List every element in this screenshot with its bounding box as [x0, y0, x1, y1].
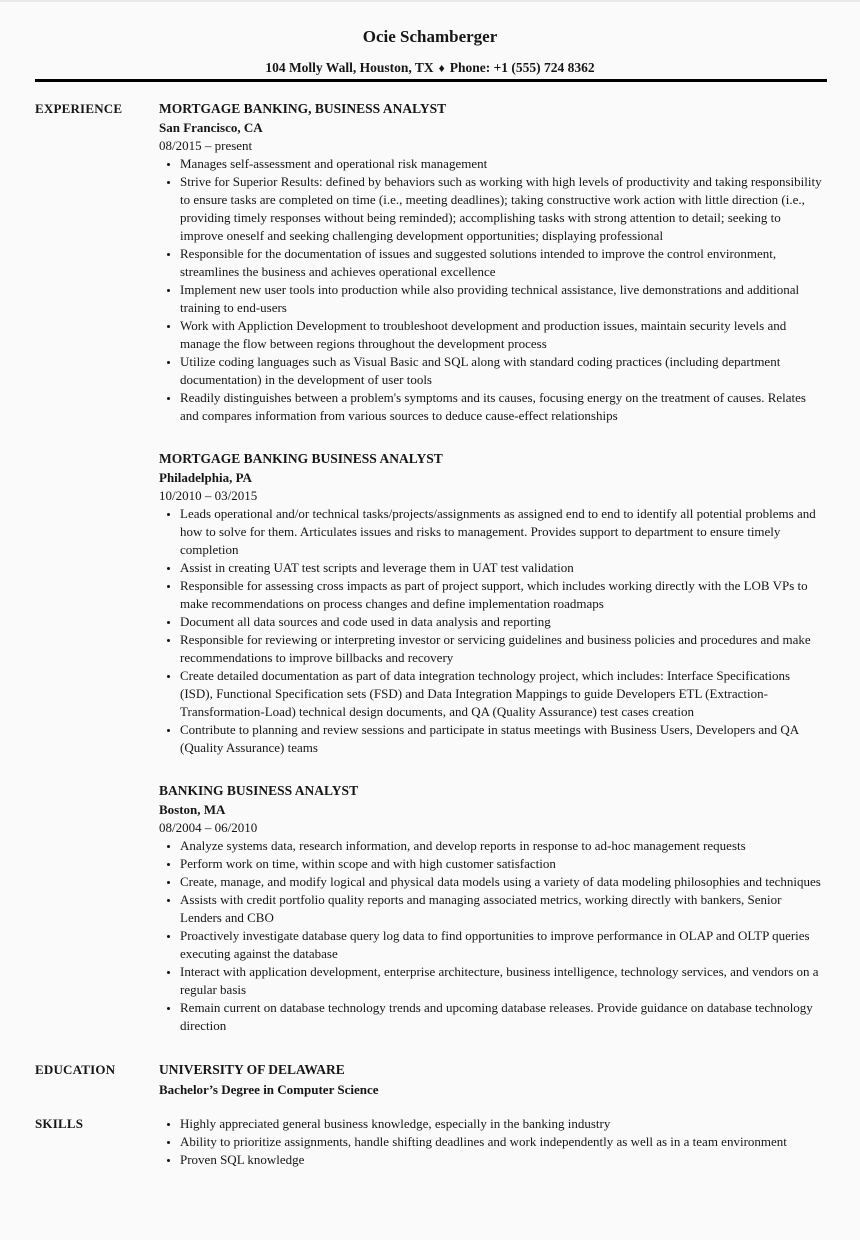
skills-section [0, 1115, 860, 1169]
job-dates: 08/2004 – 06/2010 [159, 820, 258, 835]
bullet-item: • Proven SQL knowledge [180, 1151, 823, 1169]
bullet-item: • Contribute to planning and review sessions and participate in status meetings with Business Users, Developers and QA (Quality Assurance) teams [180, 721, 823, 757]
header-divider [35, 79, 827, 82]
skills-label: SKILLS [35, 1116, 84, 1131]
skills-content [159, 1115, 823, 1169]
education-label: EDUCATION [35, 1062, 116, 1077]
job-location: Philadelphia, PA [159, 470, 252, 485]
bullet-item: • Analyze systems data, research information, and develop reports in response to ad-hoc management requests [180, 837, 823, 855]
bullet-item: • Perform work on time, within scope and with high customer satisfaction [180, 855, 823, 873]
bullet-item: • Leads operational and/or technical tasks/projects/assignments as assigned end to end to identify all potential problems and how to solve for them. Articulates issues and risks to management. Provides support to department to ensure timely completion [180, 505, 823, 559]
bullet-item: • Ability to prioritize assignments, handle shifting deadlines and work independently as well as in a team environment [180, 1133, 823, 1151]
bullet-item: • Document all data sources and code used in data analysis and reporting [180, 613, 823, 631]
education-section [0, 1061, 860, 1099]
bullet-item: • Responsible for the documentation of issues and suggested solutions intended to improve the control environment, streamlines the business and achieves operational excellence [180, 245, 823, 281]
bullet-item: • Work with Appliction Development to troubleshoot development and production issues, maintain security levels and manage the flow between regions throughout the development process [180, 317, 823, 353]
job-title: MORTGAGE BANKING, BUSINESS ANALYST [159, 101, 447, 116]
bullet-item: • Assists with credit portfolio quality reports and managing associated metrics, working directly with bankers, Senior Lenders and CBO [180, 891, 823, 927]
degree-name: Bachelor’s Degree in Computer Science [159, 1082, 379, 1097]
job-location: Boston, MA [159, 802, 226, 817]
job-entry [159, 450, 823, 757]
experience-label: EXPERIENCE [35, 101, 123, 116]
job-entry [159, 782, 823, 1035]
experience-jobs [159, 100, 823, 1035]
bullet-item: • Assist in creating UAT test scripts and leverage them in UAT test validation [180, 559, 823, 577]
job-dates: 10/2010 – 03/2015 [159, 488, 258, 503]
school-name: UNIVERSITY OF DELAWARE [159, 1062, 345, 1077]
job-bullets [159, 155, 823, 425]
experience-section [0, 100, 860, 1035]
bullet-item: • Responsible for assessing cross impacts as part of project support, which includes working directly with the LOB VPs to make recommendations on process changes and define implementation roadmaps [180, 577, 823, 613]
bullet-item: • Proactively investigate database query log data to find opportunities to improve performance in OLAP and OLTP queries executing against the database [180, 927, 823, 963]
contact-line [0, 60, 860, 76]
contact-address: 104 Molly Wall, Houston, TX [265, 60, 434, 75]
bullet-item: • Create, manage, and modify logical and physical data models using a variety of data modeling philosophies and techniques [180, 873, 823, 891]
contact-phone: Phone: +1 (555) 724 8362 [449, 60, 595, 75]
job-entry [159, 100, 823, 425]
job-dates: 08/2015 – present [159, 138, 253, 153]
education-content [159, 1061, 823, 1099]
job-title: MORTGAGE BANKING BUSINESS ANALYST [159, 451, 443, 466]
bullet-item: • Utilize coding languages such as Visual Basic and SQL along with standard coding practices (including department documentation) in the development of user tools [180, 353, 823, 389]
bullet-item: • Strive for Superior Results: defined by behaviors such as working with high levels of productivity and taking responsibility to ensure tasks are completed on time (i.e., meeting deadlines); taking constructive work action with little direction (i.e., providing timely responses without being reminded); accomplishing tasks with strong attention to detail; seeking to improve oneself and seeking challenging development opportunities; displaying professional [180, 173, 823, 245]
job-bullets [159, 837, 823, 1035]
bullet-item: • Readily distinguishes between a problem's symptoms and its causes, focusing energy on the treatment of causes. Relates and compares information from various sources to deduce cause-effect relationships [180, 389, 823, 425]
bullet-item: • Remain current on database technology trends and upcoming database releases. Provide guidance on database technology direction [180, 999, 823, 1035]
bullet-item: • Responsible for reviewing or interpreting investor or servicing guidelines and business policies and procedures and make recommendations to improve billbacks and recovery [180, 631, 823, 667]
job-title: BANKING BUSINESS ANALYST [159, 783, 359, 798]
job-bullets [159, 505, 823, 757]
bullet-item: • Implement new user tools into production while also providing technical assistance, live demonstrations and additional training to end-users [180, 281, 823, 317]
bullet-item: • Interact with application development, enterprise architecture, business intelligence, technology services, and vendors on a regular basis [180, 963, 823, 999]
candidate-name: Ocie Schamberger [362, 27, 498, 46]
skills-list [159, 1115, 823, 1169]
job-location: San Francisco, CA [159, 120, 263, 135]
resume-page [0, 26, 860, 1169]
bullet-item: • Highly appreciated general business knowledge, especially in the banking industry [180, 1115, 823, 1133]
bullet-item: • Manages self-assessment and operational risk management [180, 155, 823, 173]
diamond-separator-icon: ♦ [438, 61, 445, 75]
bullet-item: • Create detailed documentation as part of data integration technology project, which includes: Interface Specifications (ISD), Functional Specification sets (FSD) and Data Integration Mappings to guide Developers ETL (Extraction-Transformation-Load) technical design documents, and QA (Quality Assurance) test cases creation [180, 667, 823, 721]
